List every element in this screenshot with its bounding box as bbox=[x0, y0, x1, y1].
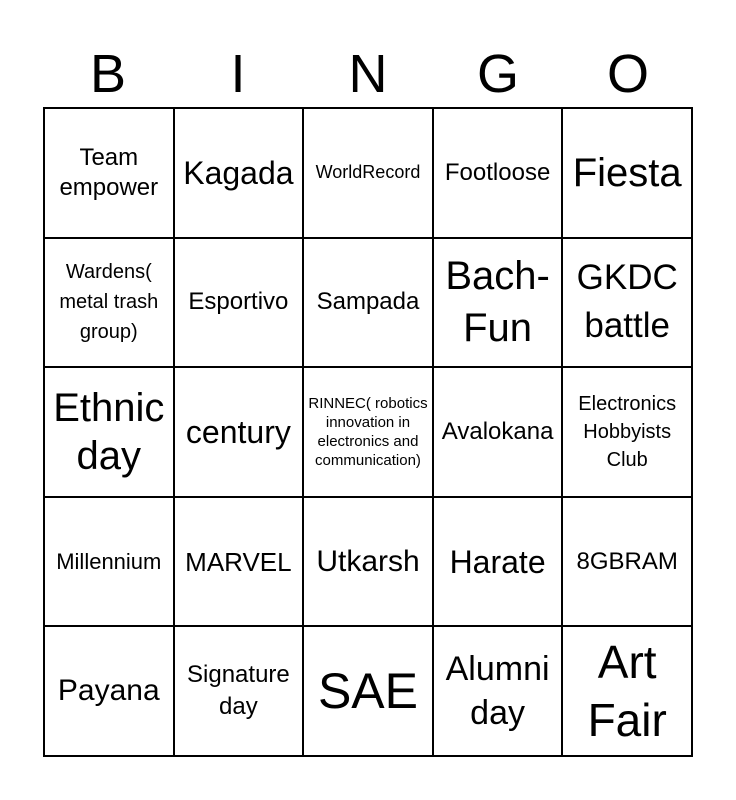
header-letter-n: N bbox=[348, 44, 388, 104]
bingo-cell[interactable] bbox=[563, 109, 693, 239]
cell-label: Ethnic day bbox=[53, 385, 165, 478]
bingo-cell[interactable] bbox=[434, 627, 564, 757]
cell-label: Wardens( metal trash group) bbox=[59, 261, 159, 344]
bingo-cell[interactable] bbox=[304, 109, 434, 239]
header-letter-i: I bbox=[230, 44, 246, 104]
bingo-cell[interactable] bbox=[45, 498, 175, 628]
bingo-cell[interactable] bbox=[434, 368, 564, 498]
cell-label: Art Fair bbox=[587, 636, 667, 747]
cell-label: Alumni day bbox=[445, 650, 550, 733]
cell-label: WorldRecord bbox=[315, 162, 421, 183]
cell-label: Harate bbox=[449, 543, 546, 580]
cell-label: MARVEL bbox=[185, 546, 292, 577]
cell-label: Utkarsh bbox=[316, 544, 420, 578]
bingo-cell[interactable] bbox=[304, 368, 434, 498]
bingo-cell[interactable] bbox=[563, 627, 693, 757]
bingo-cell[interactable] bbox=[434, 239, 564, 369]
bingo-cell[interactable] bbox=[304, 239, 434, 369]
bingo-cell[interactable] bbox=[304, 498, 434, 628]
bingo-cell[interactable] bbox=[175, 498, 305, 628]
bingo-cell[interactable] bbox=[175, 239, 305, 369]
header-letter-g: G bbox=[476, 44, 519, 104]
cell-label: Payana bbox=[57, 674, 160, 708]
bingo-cell[interactable] bbox=[45, 627, 175, 757]
cell-label: Millennium bbox=[56, 549, 162, 575]
bingo-cell[interactable] bbox=[175, 627, 305, 757]
bingo-cell[interactable] bbox=[563, 498, 693, 628]
cell-label: Kagada bbox=[183, 154, 294, 191]
cell-label: 8GBRAM bbox=[576, 547, 678, 575]
cell-label: Signature day bbox=[187, 661, 290, 721]
cell-label: Team empower bbox=[59, 143, 159, 201]
bingo-cell[interactable] bbox=[304, 627, 434, 757]
bingo-cell[interactable] bbox=[45, 368, 175, 498]
bingo-cell[interactable] bbox=[434, 498, 564, 628]
bingo-cell[interactable] bbox=[563, 239, 693, 369]
bingo-cell[interactable] bbox=[45, 109, 175, 239]
cell-label: Esportivo bbox=[188, 288, 289, 316]
bingo-header bbox=[43, 40, 693, 108]
cell-label: SAE bbox=[317, 663, 419, 720]
cell-label: Bach-Fun bbox=[445, 254, 550, 351]
bingo-cell[interactable] bbox=[434, 109, 564, 239]
cell-label: Electronics Hobbyists Club bbox=[578, 392, 677, 471]
cell-label: Sampada bbox=[316, 288, 420, 316]
cell-label: Footloose bbox=[444, 158, 551, 186]
header-letter-o: O bbox=[606, 44, 649, 104]
cell-label: RINNEC( robotics innovation in electronics and communication) bbox=[308, 394, 428, 469]
bingo-cell[interactable] bbox=[563, 368, 693, 498]
bingo-cell[interactable] bbox=[45, 239, 175, 369]
cell-label: GKDC battle bbox=[576, 258, 678, 346]
bingo-cell[interactable] bbox=[175, 109, 305, 239]
bingo-cell[interactable] bbox=[175, 368, 305, 498]
bingo-card-grid bbox=[43, 107, 693, 757]
cell-label: Avalokana bbox=[441, 417, 554, 445]
cell-label: Fiesta bbox=[572, 150, 682, 195]
cell-label: century bbox=[185, 413, 291, 450]
header-letter-b: B bbox=[89, 44, 127, 104]
